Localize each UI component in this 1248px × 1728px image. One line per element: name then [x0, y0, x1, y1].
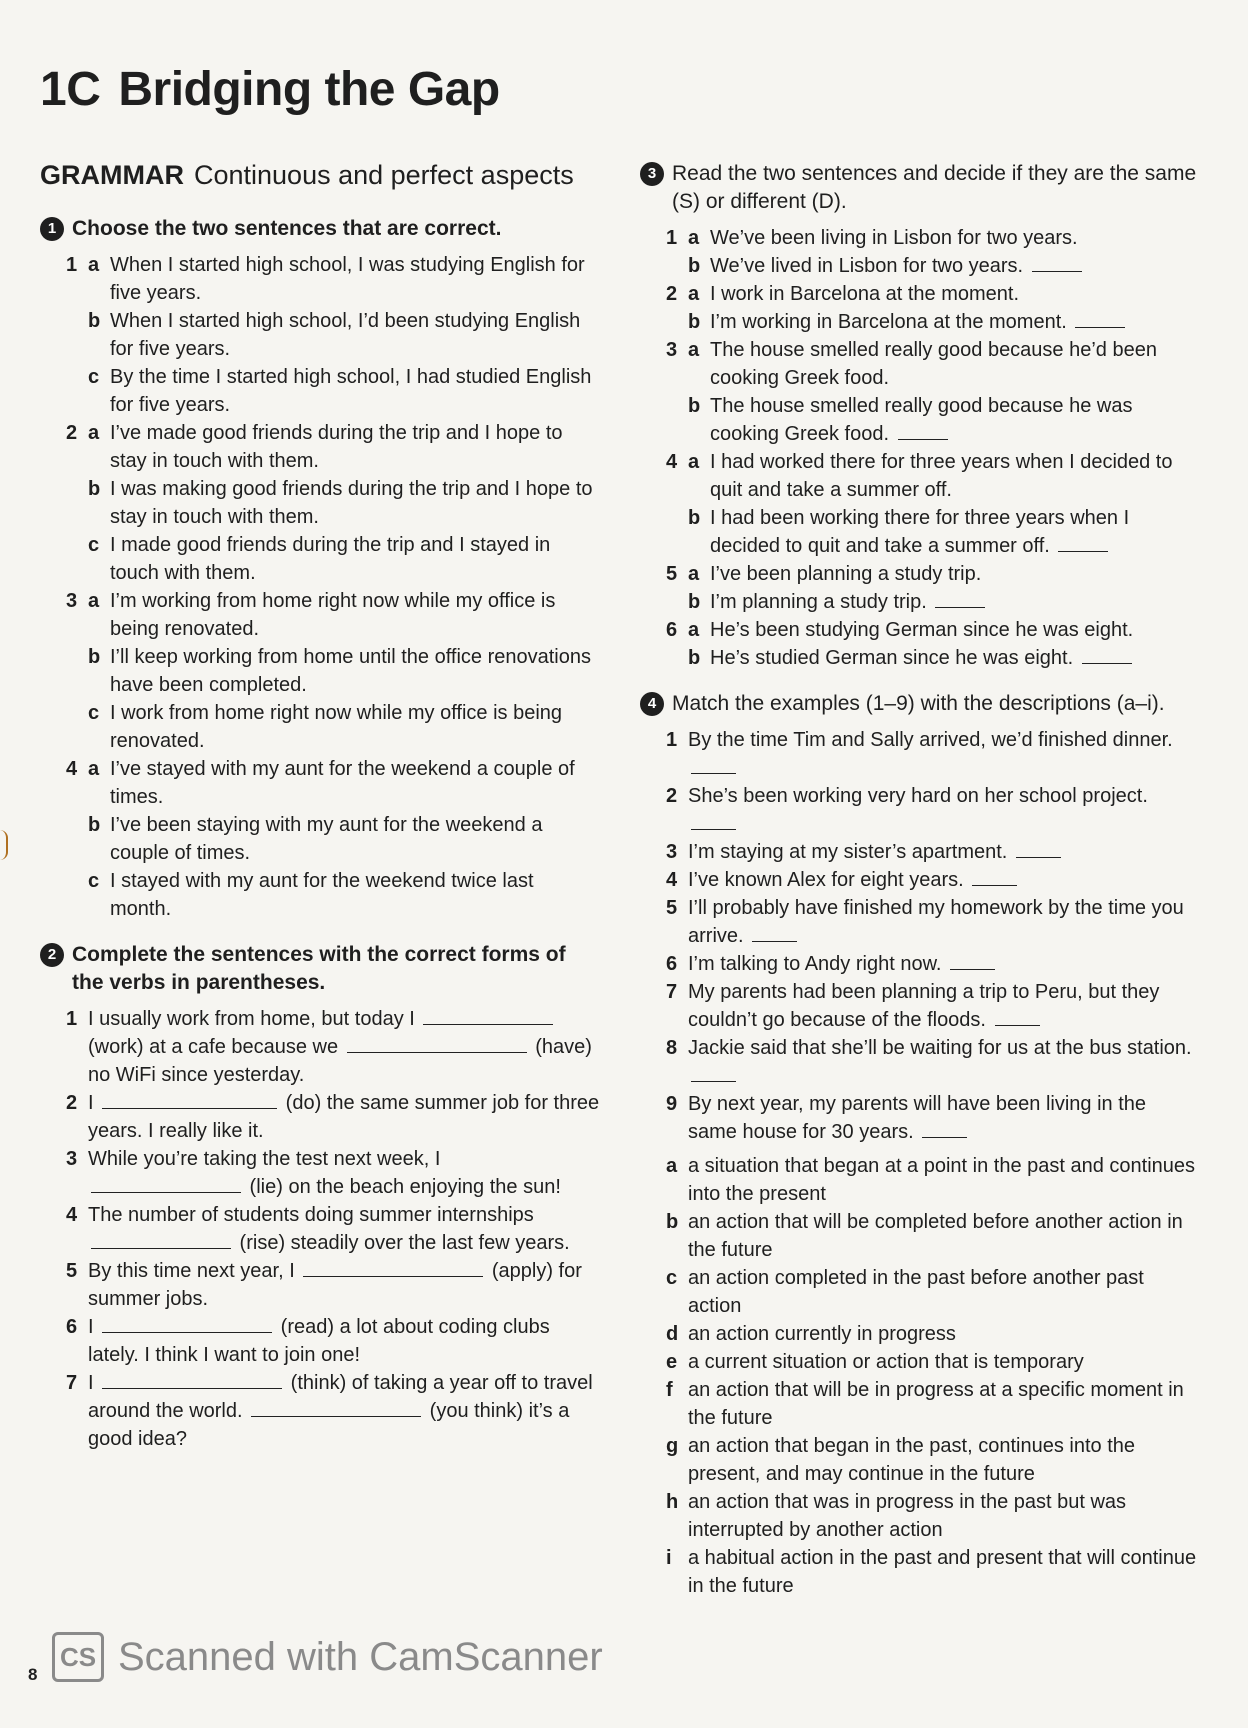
exercise-number-badge: 4: [640, 692, 664, 716]
item-text: I was making good friends during the trip and I hope to stay in touch with them.: [110, 478, 593, 528]
sentence-option: [66, 531, 600, 587]
exercise-number-badge: 2: [40, 943, 64, 967]
gap-fill-sentence: [66, 1201, 600, 1257]
item-letter: a: [88, 758, 100, 780]
item-number: f: [666, 1379, 673, 1401]
item-text: The house smelled really good because he’d been cooking Greek food.: [710, 339, 1157, 389]
item-text: an action that was in progress in the past but was interrupted by another action: [688, 1491, 1127, 1541]
item-text: I’ve been planning a study trip.: [710, 563, 982, 585]
item-letter: c: [88, 366, 100, 388]
answer-blank[interactable]: [1075, 309, 1125, 328]
sentence-pair-b: [666, 588, 1200, 616]
item-text: I had been working there for three years when I decided to quit and take a summer off.: [710, 507, 1130, 557]
item-text: She’s been working very hard on her school project.: [688, 782, 1200, 838]
exercise-4: [640, 690, 1200, 1600]
answer-blank[interactable]: [91, 1174, 241, 1193]
exercise-number-badge: 1: [40, 217, 64, 241]
item-number: [66, 699, 88, 755]
exercise-2-instruction: Complete the sentences with the correct forms of the verbs in parentheses.: [72, 943, 566, 994]
exercise-3-title: [640, 160, 1200, 216]
sentence-option: [66, 307, 600, 363]
sentence-option: [66, 643, 600, 699]
item-number: 5: [666, 563, 678, 585]
item-text: We’ve lived in Lisbon for two years.: [710, 252, 1200, 280]
sentence-pair-b: [666, 504, 1200, 560]
item-number: b: [666, 1211, 679, 1233]
item-text: an action completed in the past before another past action: [688, 1267, 1144, 1317]
item-text: I’m working in Barcelona at the moment.: [710, 308, 1200, 336]
answer-blank[interactable]: [995, 1007, 1040, 1026]
sentence-pair-b: [666, 252, 1200, 280]
answer-blank[interactable]: [1082, 645, 1132, 664]
item-letter: c: [88, 534, 100, 556]
exercise-3-instruction: Read the two sentences and decide if they are the same (S) or different (D).: [672, 162, 1197, 213]
item-text: I’ll keep working from home until the office renovations have been completed.: [110, 646, 591, 696]
sentence-pair-b: [666, 644, 1200, 672]
item-number: [666, 504, 688, 560]
gap-fill-sentence: [66, 1369, 600, 1453]
answer-blank[interactable]: [1016, 839, 1061, 858]
item-number: h: [666, 1491, 679, 1513]
watermark-text: Scanned with CamScanner: [118, 1634, 603, 1679]
item-number: [666, 588, 688, 616]
camscanner-watermark: [52, 1632, 603, 1682]
item-text: an action that will be completed before another action in the future: [688, 1211, 1183, 1261]
item-letter: a: [688, 563, 700, 585]
grammar-label: GRAMMAR: [40, 160, 184, 190]
answer-blank[interactable]: [102, 1370, 282, 1389]
item-number: [666, 392, 688, 448]
item-letter: a: [688, 451, 700, 473]
item-number: 2: [66, 422, 78, 444]
item-text: I’ve made good friends during the trip and I hope to stay in touch with them.: [110, 422, 563, 472]
exercise-4-descriptions: [640, 1152, 1200, 1600]
item-number: 4: [66, 1204, 78, 1226]
sentence-pair-a: [666, 560, 1200, 588]
item-number: [66, 867, 88, 923]
match-example: [666, 782, 1200, 838]
item-number: 2: [666, 283, 678, 305]
item-text: a situation that began at a point in the past and continues into the present: [688, 1155, 1196, 1205]
item-letter: b: [688, 507, 701, 529]
item-text: He’s studied German since he was eight.: [710, 644, 1200, 672]
item-text: I’m staying at my sister’s apartment.: [688, 838, 1200, 866]
exercise-1-title: [40, 215, 600, 243]
item-text: When I started high school, I was studying English for five years.: [110, 254, 585, 304]
item-text: I had worked there for three years when I decided to quit and take a summer off.: [710, 451, 1173, 501]
item-letter: a: [88, 422, 100, 444]
exercise-4-examples: [640, 726, 1200, 1146]
item-text: I usually work from home, but today I (work) at a cafe because we (have) no WiFi since yesterday.: [88, 1008, 592, 1086]
answer-blank[interactable]: [1058, 533, 1108, 552]
exercise-2-items: [40, 1005, 600, 1453]
item-text: I work from home right now while my office is being renovated.: [110, 702, 563, 752]
item-number: e: [666, 1351, 678, 1373]
answer-blank[interactable]: [102, 1090, 277, 1109]
answer-blank[interactable]: [935, 589, 985, 608]
item-text: By the time I started high school, I had studied English for five years.: [110, 366, 592, 416]
sentence-option: [66, 587, 600, 643]
sentence-pair-a: [666, 280, 1200, 308]
item-text: I (read) a lot about coding clubs lately. I think I want to join one!: [88, 1316, 550, 1366]
sentence-pair-a: [666, 336, 1200, 392]
item-number: [66, 643, 88, 699]
item-letter: b: [88, 814, 101, 836]
item-letter: c: [88, 870, 100, 892]
item-letter: a: [688, 283, 700, 305]
item-number: d: [666, 1323, 679, 1345]
sentence-pair-a: [666, 224, 1200, 252]
item-number: 4: [666, 869, 678, 891]
exercise-4-title: [640, 690, 1200, 718]
gap-fill-sentence: [66, 1313, 600, 1369]
item-number: g: [666, 1435, 679, 1457]
item-number: 7: [66, 1372, 78, 1394]
item-number: [66, 811, 88, 867]
item-number: [666, 252, 688, 280]
sentence-option: [66, 699, 600, 755]
item-number: 6: [666, 619, 678, 641]
item-number: 1: [666, 227, 678, 249]
right-column: [640, 160, 1200, 1600]
item-text: I work in Barcelona at the moment.: [710, 283, 1020, 305]
gap-fill-sentence: [66, 1005, 600, 1089]
item-letter: b: [88, 478, 101, 500]
item-number: 3: [666, 339, 678, 361]
item-number: 2: [66, 1092, 78, 1114]
item-text: When I started high school, I’d been studying English for five years.: [110, 310, 581, 360]
left-column: [40, 160, 600, 1453]
item-letter: b: [88, 310, 101, 332]
item-number: i: [666, 1547, 672, 1569]
item-text: an action currently in progress: [688, 1323, 956, 1345]
item-number: [666, 308, 688, 336]
match-description: [666, 1348, 1200, 1376]
item-number: 1: [666, 729, 678, 751]
item-number: 4: [666, 451, 678, 473]
item-text: By this time next year, I (apply) for summer jobs.: [88, 1260, 582, 1310]
match-example: [666, 1090, 1200, 1146]
item-letter: b: [88, 646, 101, 668]
sentence-pair-b: [666, 392, 1200, 448]
item-text: I’ve been staying with my aunt for the weekend a couple of times.: [110, 814, 543, 864]
item-number: c: [666, 1267, 678, 1289]
item-number: 2: [666, 785, 678, 807]
answer-blank[interactable]: [1032, 253, 1082, 272]
match-description: [666, 1264, 1200, 1320]
exercise-3-items: [640, 224, 1200, 672]
item-text: I’m talking to Andy right now.: [688, 950, 1200, 978]
item-letter: a: [88, 590, 100, 612]
match-description: [666, 1376, 1200, 1432]
item-number: 5: [66, 1260, 78, 1282]
sentence-pair-a: [666, 448, 1200, 504]
item-letter: a: [688, 339, 700, 361]
answer-blank[interactable]: [91, 1230, 231, 1249]
page-number: 8: [28, 1665, 38, 1684]
match-description: [666, 1208, 1200, 1264]
item-letter: b: [688, 395, 701, 417]
sentence-pair-a: [666, 616, 1200, 644]
gap-fill-sentence: [66, 1089, 600, 1145]
item-text: He’s been studying German since he was eight.: [710, 619, 1134, 641]
item-number: a: [666, 1155, 678, 1177]
answer-blank[interactable]: [347, 1034, 527, 1053]
sentence-option: [66, 755, 600, 811]
exercise-1-items: [40, 251, 600, 923]
item-letter: a: [688, 619, 700, 641]
item-text: I’ve known Alex for eight years.: [688, 866, 1200, 894]
grammar-topic: Continuous and perfect aspects: [193, 160, 574, 190]
item-number: [66, 531, 88, 587]
match-example: [666, 866, 1200, 894]
match-example: [666, 1034, 1200, 1090]
item-text: The number of students doing summer internships (rise) steadily over the last few years.: [88, 1204, 570, 1254]
item-text: Jackie said that she’ll be waiting for us at the bus station.: [688, 1034, 1200, 1090]
item-text: an action that will be in progress at a specific moment in the future: [688, 1379, 1184, 1429]
answer-blank[interactable]: [691, 811, 736, 830]
answer-blank[interactable]: [752, 923, 797, 942]
item-number: [66, 475, 88, 531]
item-number: 6: [66, 1316, 78, 1338]
page-edge-mark: [0, 830, 8, 860]
item-number: 7: [666, 981, 678, 1003]
unit-name: Bridging the Gap: [118, 63, 500, 116]
item-number: [66, 307, 88, 363]
camscanner-logo-icon: CS: [52, 1632, 104, 1682]
item-number: 1: [66, 1008, 78, 1030]
item-text: By next year, my parents will have been living in the same house for 30 years.: [688, 1093, 1147, 1143]
item-text: I’ll probably have finished my homework by the time you arrive.: [688, 897, 1184, 947]
item-number: 4: [66, 758, 78, 780]
answer-blank[interactable]: [898, 421, 948, 440]
sentence-option: [66, 251, 600, 307]
item-number: 8: [666, 1037, 678, 1059]
match-description: [666, 1320, 1200, 1348]
item-letter: b: [688, 647, 701, 669]
exercise-1-instruction: Choose the two sentences that are correct.: [72, 217, 502, 240]
item-text: I made good friends during the trip and I stayed in touch with them.: [110, 534, 551, 584]
item-text: I’m working from home right now while my office is being renovated.: [110, 590, 556, 640]
item-text: an action that began in the past, continues into the present, and may continue in the future: [688, 1435, 1135, 1485]
sentence-option: [66, 867, 600, 923]
answer-blank[interactable]: [102, 1314, 272, 1333]
exercise-2: [40, 941, 600, 1453]
answer-blank[interactable]: [251, 1398, 421, 1417]
item-letter: b: [688, 591, 701, 613]
item-number: 5: [666, 897, 678, 919]
sentence-option: [66, 419, 600, 475]
answer-blank[interactable]: [950, 951, 995, 970]
item-text: I’ve stayed with my aunt for the weekend a couple of times.: [110, 758, 575, 808]
item-number: 3: [66, 1148, 78, 1170]
item-text: I (think) of taking a year off to travel around the world. (you think) it’s a good idea?: [88, 1372, 593, 1450]
item-number: 3: [66, 590, 78, 612]
item-text: I’m planning a study trip.: [710, 588, 1200, 616]
gap-fill-sentence: [66, 1145, 600, 1201]
exercise-2-title: [40, 941, 600, 997]
item-number: 9: [666, 1093, 678, 1115]
item-text: a current situation or action that is temporary: [688, 1351, 1084, 1373]
answer-blank[interactable]: [423, 1006, 553, 1025]
gap-fill-sentence: [66, 1257, 600, 1313]
item-text: I stayed with my aunt for the weekend twice last month.: [110, 870, 534, 920]
item-text: The house smelled really good because he was cooking Greek food.: [710, 395, 1133, 445]
sentence-option: [66, 475, 600, 531]
sentence-option: [66, 363, 600, 419]
answer-blank[interactable]: [691, 1063, 736, 1082]
match-example: [666, 726, 1200, 782]
item-number: 3: [666, 841, 678, 863]
item-letter: a: [88, 254, 100, 276]
sentence-option: [66, 811, 600, 867]
exercise-4-instruction: Match the examples (1–9) with the descriptions (a–i).: [672, 692, 1165, 715]
sentence-pair-b: [666, 308, 1200, 336]
item-number: 1: [66, 254, 78, 276]
item-letter: b: [688, 311, 701, 333]
item-letter: b: [688, 255, 701, 277]
answer-blank[interactable]: [922, 1119, 967, 1138]
item-text: We’ve been living in Lisbon for two years.: [710, 227, 1078, 249]
match-description: [666, 1544, 1200, 1600]
match-example: [666, 950, 1200, 978]
exercise-number-badge: 3: [640, 162, 664, 186]
item-number: [666, 644, 688, 672]
answer-blank[interactable]: [972, 867, 1017, 886]
match-description: [666, 1488, 1200, 1544]
unit-title: [40, 62, 500, 117]
answer-blank[interactable]: [691, 755, 736, 774]
exercise-1: [40, 215, 600, 923]
exercise-3: [640, 160, 1200, 672]
match-description: [666, 1432, 1200, 1488]
match-example: [666, 978, 1200, 1034]
item-text: a habitual action in the past and present that will continue in the future: [688, 1547, 1197, 1597]
item-number: [66, 363, 88, 419]
grammar-heading: [40, 160, 600, 191]
item-letter: c: [88, 702, 100, 724]
match-example: [666, 894, 1200, 950]
match-example: [666, 838, 1200, 866]
item-number: 6: [666, 953, 678, 975]
item-letter: a: [688, 227, 700, 249]
item-text: I (do) the same summer job for three years. I really like it.: [88, 1092, 600, 1142]
unit-code: 1C: [40, 63, 101, 116]
answer-blank[interactable]: [303, 1258, 483, 1277]
item-text: While you’re taking the test next week, I (lie) on the beach enjoying the sun!: [88, 1148, 561, 1198]
item-text: My parents had been planning a trip to Peru, but they couldn’t go because of the floods.: [688, 981, 1160, 1031]
item-text: By the time Tim and Sally arrived, we’d finished dinner.: [688, 726, 1200, 782]
match-description: [666, 1152, 1200, 1208]
